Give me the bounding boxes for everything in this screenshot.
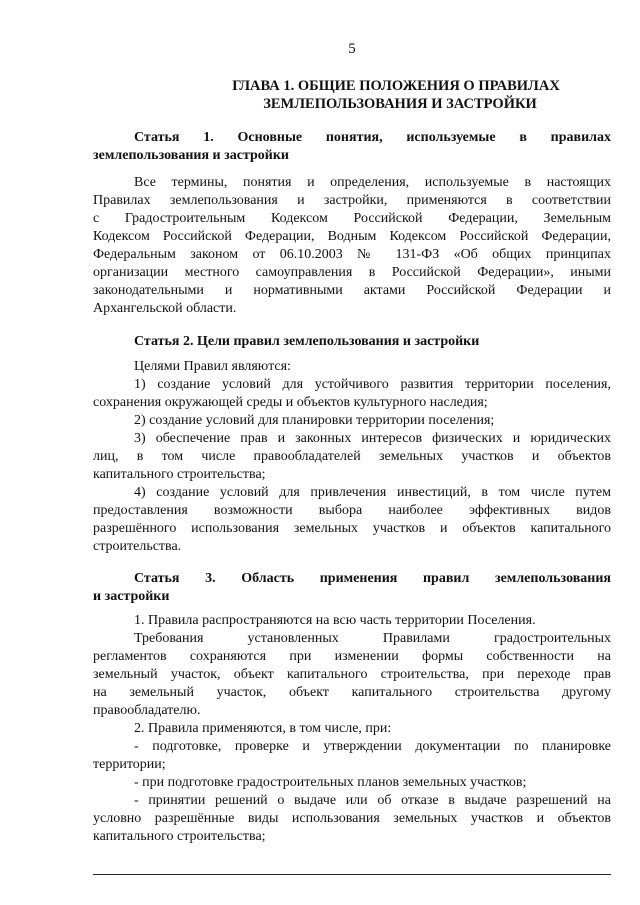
document-page: [93, 0, 611, 905]
article-1-heading-line-1: Статья 1. Основные понятия, используемые в правилах: [134, 130, 611, 145]
article-2-heading: Статья 2. Цели правил землепользования и застройки: [134, 334, 480, 349]
article-3-bullet-1: - подготовке, проверке и утверждении документации по планировке: [134, 739, 611, 754]
article-3-bullet-3: условно разрешённые виды использования земельных участков и объектов: [93, 811, 611, 826]
article-3-p2-line: земельный участок, объект капитального строительства, при переходе прав: [93, 667, 611, 682]
article-1-line: организации местного самоуправления в Российской Федерации», иными: [93, 265, 611, 280]
article-2-item-3: лиц, в том числе правообладателей земельных участков и объектов: [93, 449, 611, 464]
article-1-line: Архангельской области.: [93, 301, 237, 316]
article-2-item-4: предоставления возможности выбора наиболее эффективных видов: [93, 503, 611, 518]
chapter-title-line-2: ЗЕМЛЕПОЛЬЗОВАНИЯ И ЗАСТРОЙКИ: [263, 96, 537, 112]
page-number: 5: [348, 41, 356, 57]
article-2-text: [93, 358, 611, 556]
article-1-line: Правилах землепользования и застройки, применяются в соответствии: [93, 193, 611, 208]
article-2-item-1: сохранения окружающей среды и объектов культурного наследия;: [93, 395, 488, 410]
chapter-title-line-1: ГЛАВА 1. ОБЩИЕ ПОЛОЖЕНИЯ О ПРАВИЛАХ: [232, 78, 560, 94]
article-1-text: [93, 174, 611, 318]
article-2-item-4: строительства.: [93, 539, 182, 554]
article-3-p2-line: регламентов сохраняются при изменении формы собственности на: [93, 649, 611, 664]
article-2-item-4: 4) создание условий для привлечения инвестиций, в том числе путем: [134, 485, 611, 500]
article-1-heading: [93, 129, 611, 165]
article-1-line: Кодексом Российской Федерации, Водным Кодексом Российской Федерации,: [93, 229, 611, 244]
article-3-bullet-3: - принятии решений о выдаче или об отказе в выдаче разрешений на: [134, 793, 611, 808]
article-3-p2-line: правообладателю.: [93, 703, 201, 718]
article-3-bullet-3: капитального строительства;: [93, 829, 266, 844]
article-2-item-3: капитального строительства;: [93, 467, 266, 482]
article-1-line: Федеральным законом от 06.10.2003 № 131-ФЗ «Об общих принципах: [93, 247, 611, 262]
article-3-heading-line-2: и застройки: [93, 589, 170, 604]
article-1-line: с Градостроительным Кодексом Российской Федерации, Земельным: [93, 211, 611, 226]
article-3-bullet-2: - при подготовке градостроительных планов земельных участков;: [134, 775, 527, 790]
article-3-heading: [93, 570, 611, 606]
article-2-item-1: 1) создание условий для устойчивого развития территории поселения,: [134, 377, 611, 392]
article-3-p2-line: на земельный участок, объект капитального строительства другому: [93, 685, 611, 700]
article-2-intro: Целями Правил являются:: [134, 359, 291, 374]
article-2-item-2: 2) создание условий для планировки территории поселения;: [134, 413, 495, 428]
article-1-heading-line-2: землепользования и застройки: [93, 148, 289, 163]
article-3-text: [93, 612, 611, 846]
article-2-item-4: разрешённого использования земельных участков и объектов капитального: [93, 521, 611, 536]
chapter-title: [93, 77, 611, 113]
footer-rule: [93, 874, 611, 875]
article-2-item-3: 3) обеспечение прав и законных интересов физических и юридических: [134, 431, 611, 446]
article-3-p1: 1. Правила распространяются на всю часть территории Поселения.: [134, 613, 536, 628]
article-1-line: законодательными и нормативными актами Российской Федерации и: [93, 283, 611, 298]
article-3-bullet-1: территории;: [93, 757, 166, 772]
article-3-p3: 2. Правила применяются, в том числе, при:: [134, 721, 392, 736]
article-3-heading-line-1: Статья 3. Область применения правил землепользования: [134, 571, 611, 586]
article-1-line: Все термины, понятия и определения, используемые в настоящих: [134, 175, 611, 190]
article-3-p2-line: Требования установленных Правилами градостроительных: [134, 631, 611, 646]
